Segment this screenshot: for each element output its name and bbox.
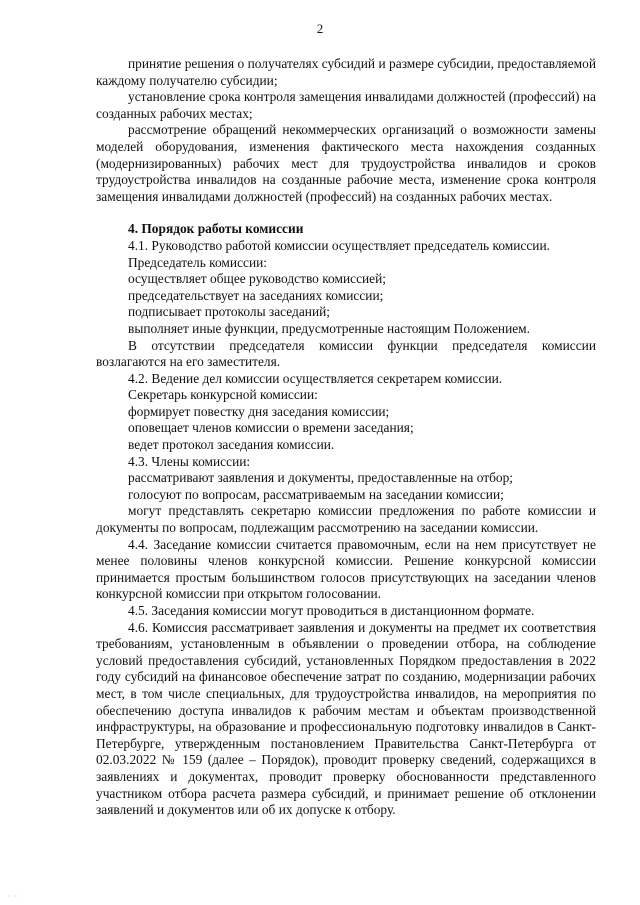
paragraph: 4.5. Заседания комиссии могут проводиться в дистанционном формате. [128, 603, 535, 618]
paragraph: формирует повестку дня заседания комиссии; [128, 403, 390, 419]
paragraph: 4.4. Заседание комиссии считается правомочным, если на нем присутствует не менее половины членов конкурсной комиссии. Решение конкурсной комиссии принимается простым большинством голосов присутствующих на заседании членов конкурсной комиссии при открытом голосовании. [96, 536, 596, 602]
paragraph: 4.2. Ведение дел комиссии осуществляется секретарем комиссии. [128, 370, 503, 386]
section-spacer [96, 205, 596, 221]
document-body [96, 56, 596, 819]
paragraph: установление срока контроля замещения инвалидами должностей (профессий) на созданных рабочих местах; [96, 89, 596, 121]
paragraph: Председатель комиссии: [128, 254, 268, 270]
paragraph: оповещает членов комиссии о времени заседания; [128, 420, 414, 436]
paragraph: голосуют по вопросам, рассматриваемым на заседании комиссии; [128, 486, 504, 502]
paragraph: председательствует на заседаниях комиссии; [128, 287, 384, 303]
paragraph: подписывает протоколы заседаний; [128, 304, 330, 320]
page-number: 2 [316, 21, 324, 36]
paragraph: 4.1. Руководство работой комиссии осуществляет председатель комиссии. [128, 237, 550, 253]
paragraph: ведет протокол заседания комиссии. [128, 437, 335, 453]
paragraph: осуществляет общее руководство комиссией; [128, 271, 387, 287]
paragraph: 4.6. Комиссия рассматривает заявления и документы на предмет их соответствия требованиям, установленным в объявлении о проведении отбора, на соблюдение условий предоставления субсидий, установленных Порядком предоставления в 2022 году субсидий на финансовое обеспечение затрат по созданию, модернизации рабочих мест, в том числе специальных, для трудоустройства инвалидов, на мероприятия по обеспечению доступа инвалидов к рабочим местам и объектам производственной инфраструктуры, на образование и профессиональную подготовку инвалидов в Санкт-Петербурге, утвержденным постановлением Правительства Санкт-Петербурга от 02.03.2022 № 159 (далее – Порядок), проводит проверку сведений, содержащихся в заявлениях и документах, проводит проверку обоснованности представленного участником отбора расчета размера субсидий, и принимает решение об отклонении заявлений и документов или об их допуске к отбору. [96, 619, 596, 818]
paragraph: выполняет иные функции, предусмотренные настоящим Положением. [128, 320, 530, 336]
paragraph: могут представлять секретарю комиссии предложения по работе комиссии и документы по вопросам, подлежащим рассмотрению на заседании комиссии. [96, 503, 596, 536]
paragraph: рассмотрение обращений некоммерческих организаций о возможности замены моделей оборудования, изменения фактического места нахождения созданных (модернизированных) рабочих мест для трудоустройства инвалидов и сроков трудоустройства инвалидов на созданные рабочие места, изменение срока контроля замещения инвалидами должностей (профессий) на созданных рабочих местах. [96, 122, 596, 204]
paragraph: Секретарь конкурсной комиссии: [128, 387, 318, 403]
paragraph: принятие решения о получателях субсидий и размере субсидии, предоставляемой каждому получателю субсидии; [96, 56, 596, 88]
scan-mark: · · [8, 892, 19, 901]
paragraph: В отсутствии председателя комиссии функции председателя комиссии возлагаются на его заместителя. [96, 337, 596, 370]
paragraph: рассматривают заявления и документы, предоставленные на отбор; [128, 470, 513, 486]
section-heading: 4. Порядок работы комиссии [128, 221, 304, 237]
paragraph: 4.3. Члены комиссии: [128, 453, 251, 469]
